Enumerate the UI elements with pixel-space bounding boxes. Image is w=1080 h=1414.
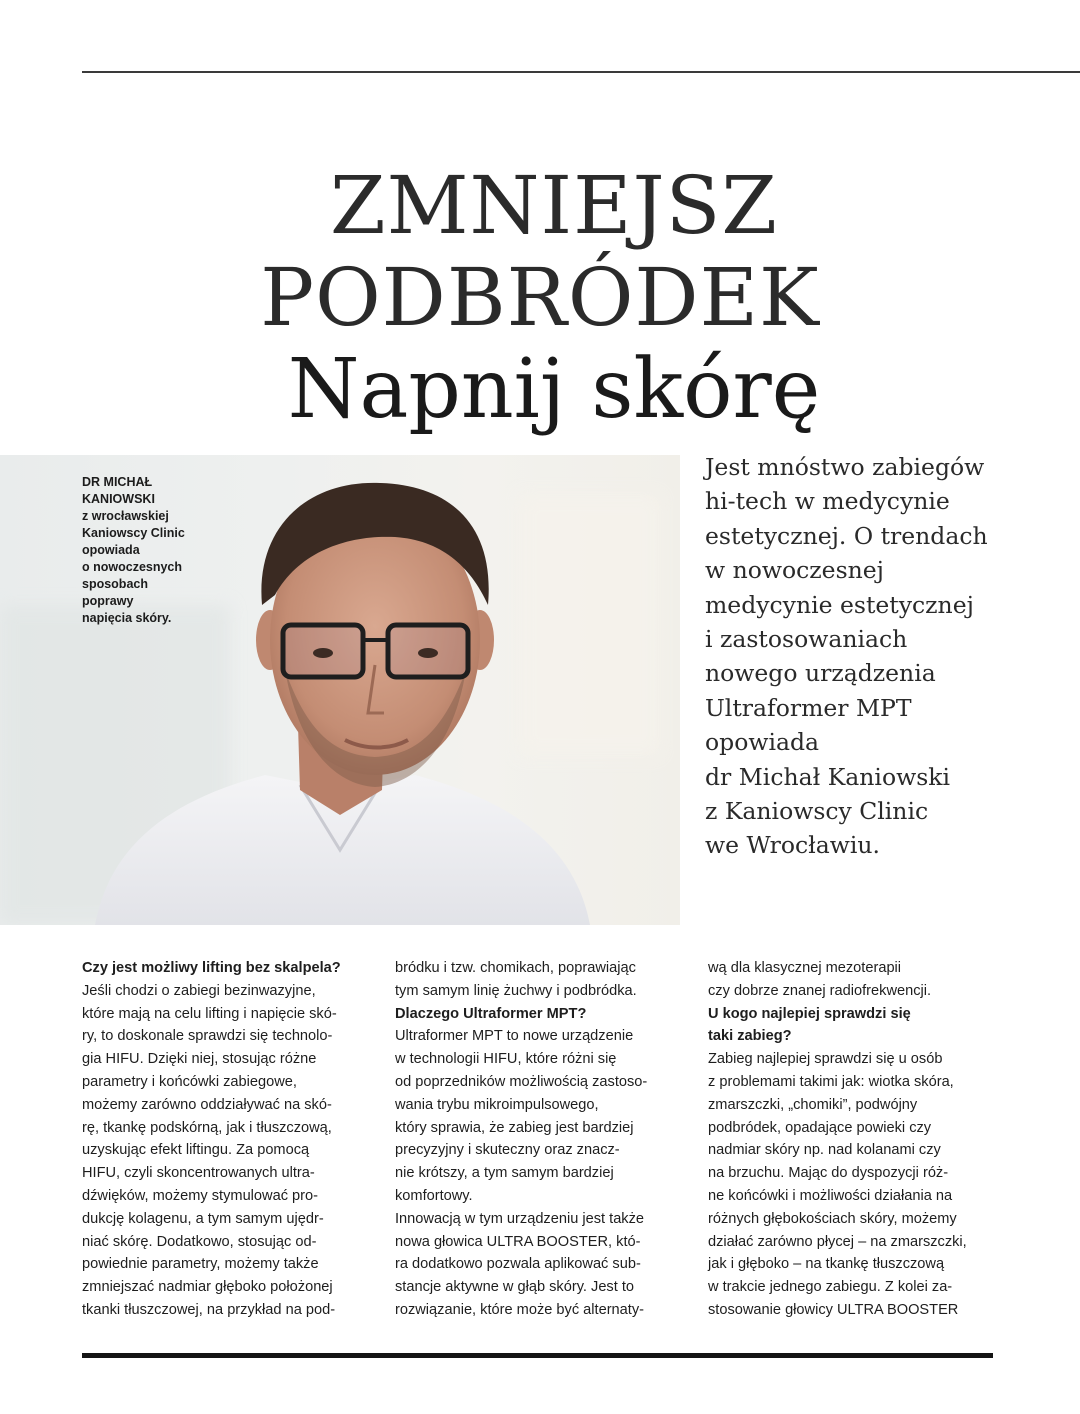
column-text-line: komfortowy.: [395, 1187, 473, 1204]
column-text-line: ry, to doskonale sprawdzi się technolo-: [82, 1028, 333, 1045]
caption-name-line-2: KANIOWSKI: [82, 492, 155, 506]
lead-line: dr Michał Kaniowski: [705, 762, 951, 791]
column-text-line: Innowacją w tym urządzeniu jest także: [395, 1210, 645, 1227]
body-column-3: [708, 957, 998, 1322]
column-text-line: w trakcie jednego zabiegu. Z kolei za-: [708, 1279, 953, 1296]
column-text-line: precyzyjny i skuteczny oraz znacz-: [395, 1142, 620, 1159]
column-text-line: czy dobrze znanej radiofrekwencji.: [708, 982, 932, 999]
column-text-line: stosowanie głowicy ULTRA BOOSTER: [708, 1301, 959, 1318]
column-text-line: nie krótszy, a tym samym bardziej: [395, 1165, 614, 1182]
column-text-line: powiednie parametry, możemy także: [82, 1256, 319, 1273]
column-text-line: różnych głębokościach skóry, możemy: [708, 1210, 957, 1227]
headline-line-2: PODBRÓDEK: [260, 251, 820, 344]
column-text-line: dźwięków, możemy stymulować pro-: [82, 1187, 319, 1204]
column-text-line: rozwiązanie, które może być alternaty-: [395, 1301, 645, 1318]
body-column-1: [82, 957, 372, 1322]
lead-line: estetycznej. O trendach: [705, 521, 988, 550]
column-text-line: podbródek, opadające powieki czy: [708, 1119, 932, 1136]
lead-line: Jest mnóstwo zabiegów: [705, 453, 985, 481]
column-text-line: zmniejszać nadmiar głęboko położonej: [82, 1279, 333, 1296]
column-text-line: tym samym linię żuchwy i podbródka.: [395, 982, 637, 999]
lead-line: hi-tech w medycynie: [705, 487, 950, 516]
lead-line: z Kaniowscy Clinic: [705, 797, 929, 826]
column-text-line: działać zarówno płycej – na zmarszczki,: [708, 1233, 967, 1250]
column-text-line: tkanki tłuszczowej, na przykład na pod-: [82, 1301, 336, 1318]
lead-line: w nowoczesnej: [705, 556, 884, 585]
bottom-rule: [82, 1353, 993, 1358]
top-rule: [82, 71, 1080, 73]
column-text-line: możemy zarówno oddziaływać na skó-: [82, 1096, 332, 1113]
column-heading-line: Czy jest możliwy lifting bez skalpela?: [82, 960, 341, 976]
caption-line-4: o nowoczesnych: [82, 560, 183, 574]
caption-line-7: napięcia skóry.: [82, 611, 172, 625]
caption-name-line-1: DR MICHAŁ: [82, 475, 153, 489]
lead-line: Ultraformer MPT: [705, 693, 912, 722]
lead-line: opowiada: [705, 728, 820, 757]
headline: [0, 160, 1080, 438]
column-text-line: Jeśli chodzi o zabiegi bezinwazyjne,: [82, 982, 316, 999]
photo-caption: [82, 474, 202, 627]
caption-line-2: Kaniowscy Clinic: [82, 526, 185, 540]
column-text-line: dukcję kolagenu, a tym samym ujędr-: [82, 1210, 324, 1227]
column-text-line: wania trybu mikroimpulsowego,: [395, 1096, 599, 1113]
column-text-line: nowa głowica ULTRA BOOSTER, któ-: [395, 1233, 641, 1250]
column-text-line: bródku i tzw. chomikach, poprawiając: [395, 960, 636, 976]
lead-line: medycynie estetycznej: [705, 590, 974, 619]
lead-line: we Wrocławiu.: [705, 831, 880, 860]
lead-line: i zastosowaniach: [705, 625, 908, 654]
caption-line-5: sposobach: [82, 577, 148, 591]
headline-line-1: ZMNIEJSZ: [330, 159, 778, 252]
caption-line-6: poprawy: [82, 594, 134, 608]
column-text-line: gia HIFU. Dzięki niej, stosując różne: [82, 1051, 317, 1068]
column-heading-line: Dlaczego Ultraformer MPT?: [395, 1005, 587, 1022]
lead-line: nowego urządzenia: [705, 659, 936, 688]
column-text-line: ra dodatkowo pozwala aplikować sub-: [395, 1256, 641, 1273]
column-text-line: z problemami takimi jak: wiotka skóra,: [708, 1073, 954, 1090]
column-text-line: który sprawia, że zabieg jest bardziej: [395, 1119, 634, 1136]
column-text-line: Zabieg najlepiej sprawdzi się u osób: [708, 1051, 943, 1068]
column-text-line: które mają na celu lifting i napięcie skó-: [82, 1005, 337, 1022]
column-text-line: jak i głęboko – na tkankę tłuszczową: [708, 1256, 945, 1273]
column-text-line: nadmiar skóry np. nad kolanami czy: [708, 1142, 941, 1159]
column-text-line: stancje aktywne w głąb skóry. Jest to: [395, 1279, 635, 1296]
column-heading-line: U kogo najlepiej sprawdzi się: [708, 1005, 911, 1022]
column-text-line: ne końcówki i możliwości działania na: [708, 1187, 953, 1204]
column-text-line: rę, tkankę podskórną, jak i tłuszczową,: [82, 1119, 332, 1136]
caption-line-1: z wrocławskiej: [82, 509, 169, 523]
column-heading-line: taki zabieg?: [708, 1028, 792, 1045]
lead-paragraph: [705, 450, 1065, 863]
headline-line-3: Napnij skórę: [287, 342, 821, 437]
column-text-line: od poprzedników możliwością zastoso-: [395, 1073, 648, 1090]
body-column-2: [395, 957, 685, 1322]
column-text-line: parametry i końcówki zabiegowe,: [82, 1073, 297, 1090]
column-text-line: Ultraformer MPT to nowe urządzenie: [395, 1028, 634, 1045]
column-text-line: wą dla klasycznej mezoterapii: [708, 960, 902, 976]
column-text-line: uzyskując efekt liftingu. Za pomocą: [82, 1142, 310, 1159]
caption-line-3: opowiada: [82, 543, 140, 557]
column-text-line: niać skórę. Dodatkowo, stosując od-: [82, 1233, 317, 1250]
column-text-line: HIFU, czyli skoncentrowanych ultra-: [82, 1165, 315, 1182]
column-text-line: na brzuchu. Mając do dyspozycji róż-: [708, 1165, 949, 1182]
column-text-line: zmarszczki, „chomiki”, podwójny: [708, 1096, 918, 1113]
column-text-line: w technologii HIFU, które różni się: [395, 1051, 617, 1068]
